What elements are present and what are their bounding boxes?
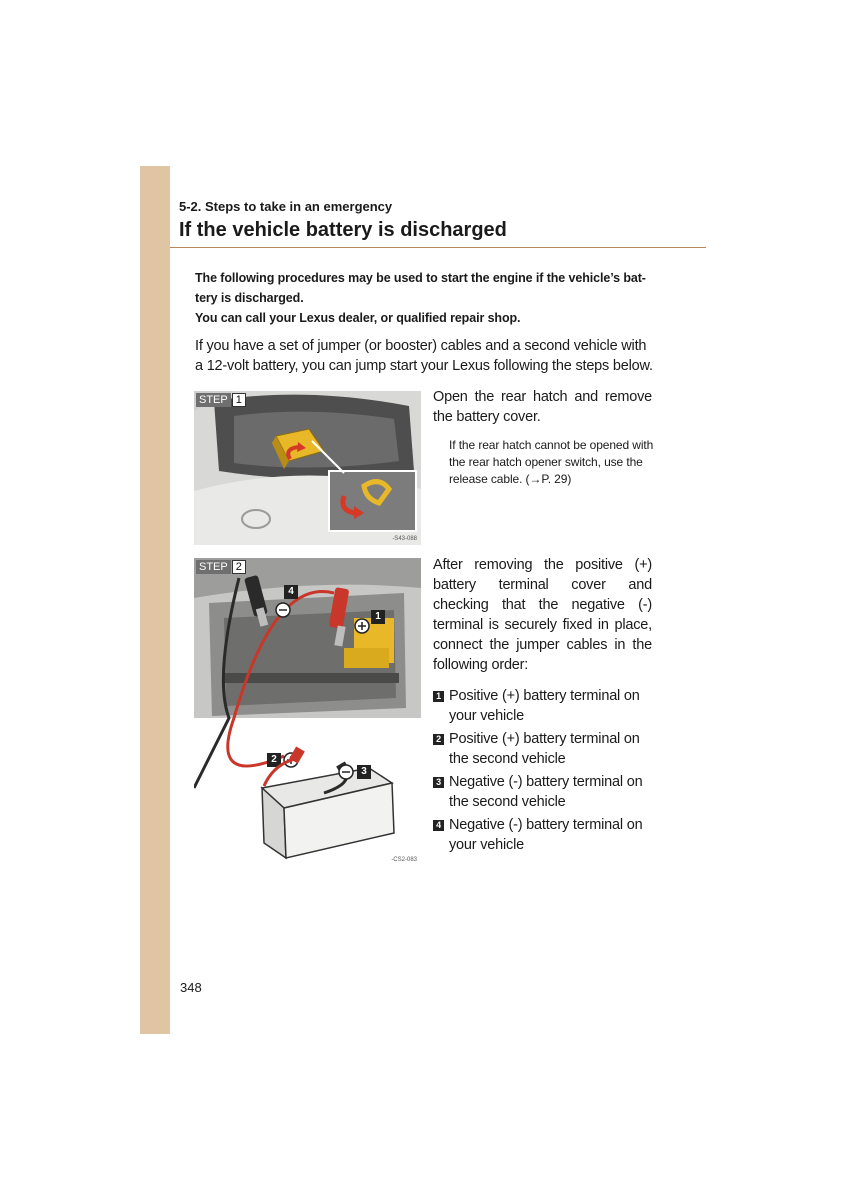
step-number: 1 bbox=[232, 393, 246, 407]
list-item-text: Negative (-) battery terminal on your vehicle bbox=[449, 817, 643, 853]
callout-4: 4 bbox=[288, 586, 294, 597]
list-item bbox=[433, 729, 655, 769]
callout-1: 1 bbox=[375, 611, 381, 622]
list-item bbox=[433, 686, 655, 726]
number-box: 4 bbox=[433, 820, 444, 831]
intro-line: tery is discharged. bbox=[195, 291, 304, 305]
step1-label bbox=[196, 393, 246, 407]
number-box: 3 bbox=[433, 777, 444, 788]
list-item-text: Positive (+) battery terminal on your vehicle bbox=[449, 688, 640, 724]
connection-order-list bbox=[433, 686, 655, 858]
side-band bbox=[140, 166, 170, 1034]
lead-paragraph: If you have a set of jumper (or booster) cables and a second vehicle with a 12-volt battery, you can jump start your Lexus following the steps below. bbox=[195, 338, 653, 374]
figure-code: -CS2-083 bbox=[391, 857, 417, 863]
list-item-text: Positive (+) battery terminal on the second vehicle bbox=[449, 731, 640, 767]
step1-text: Open the rear hatch and remove the battery cover. bbox=[433, 389, 652, 425]
section-label: 5-2. Steps to take in an emergency bbox=[179, 199, 393, 214]
step1-note: If the rear hatch cannot be opened with the rear hatch opener switch, use the release cable. (→P. 29) bbox=[449, 438, 654, 486]
page-number: 348 bbox=[180, 980, 202, 995]
number-box: 1 bbox=[433, 691, 444, 702]
step2-figure bbox=[194, 558, 421, 866]
step-word: STEP bbox=[196, 560, 231, 574]
list-item-text: Negative (-) battery terminal on the second vehicle bbox=[449, 774, 643, 810]
number-box: 2 bbox=[433, 734, 444, 745]
figure-code: -S43-088 bbox=[392, 536, 417, 542]
step2-text: After removing the positive (+) battery terminal cover and checking that the negative (-) terminal is securely fixed in place, connect the jumper cables in the following order: bbox=[433, 557, 652, 673]
step-number: 2 bbox=[232, 560, 246, 574]
callout-3: 3 bbox=[361, 766, 367, 777]
intro-paragraph bbox=[195, 268, 655, 328]
page-title: If the vehicle battery is discharged bbox=[179, 219, 507, 241]
title-divider bbox=[170, 247, 706, 248]
intro-line: The following procedures may be used to start the engine if the vehicle’s bat- bbox=[195, 271, 646, 285]
callout-2: 2 bbox=[271, 754, 277, 765]
list-item bbox=[433, 815, 655, 855]
jumper-cables-illustration bbox=[194, 558, 421, 866]
step-word: STEP bbox=[196, 393, 231, 407]
list-item bbox=[433, 772, 655, 812]
step2-label bbox=[196, 560, 246, 574]
intro-line: You can call your Lexus dealer, or qualified repair shop. bbox=[195, 311, 521, 325]
rear-hatch-illustration bbox=[194, 391, 421, 545]
step1-figure bbox=[194, 391, 421, 545]
